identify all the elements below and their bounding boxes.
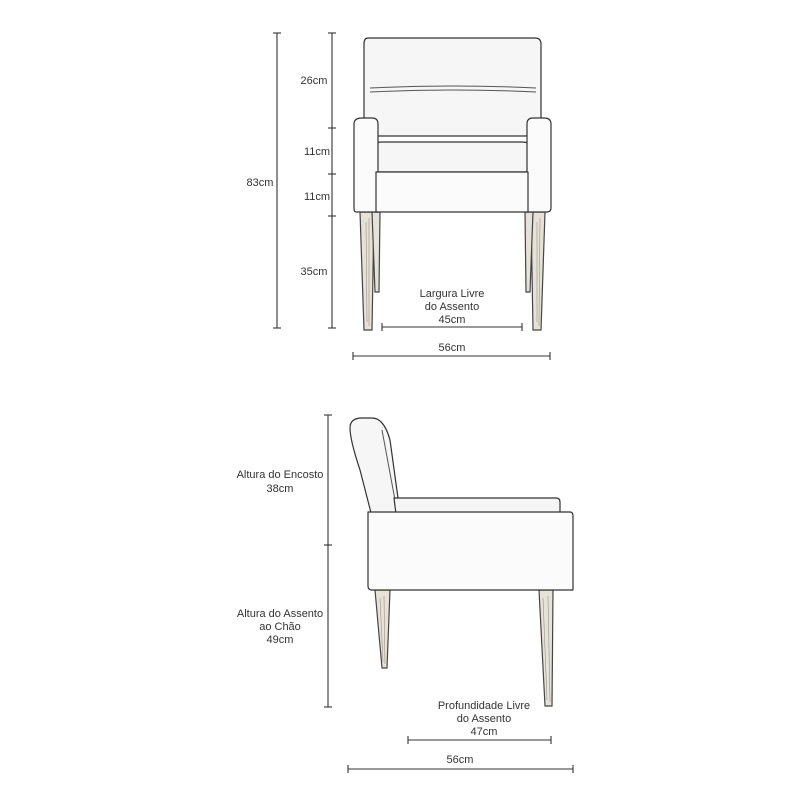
side-total-depth-label: 56cm [446,754,474,766]
seat-depth-value: 47cm [470,726,498,738]
front-seat-cushion [374,142,531,172]
seat-width-value: 45cm [438,314,466,326]
seat-depth-label-line1: Profundidade Livre [437,700,531,712]
front-backrest-height-label: 26cm [300,75,328,87]
front-view [354,38,551,330]
seat-width-label-line2: do Assento [424,301,480,313]
side-front-leg [539,590,553,706]
seat-depth-label-line2: do Assento [456,713,512,725]
backrest-height-label: Altura do Encosto [236,469,324,481]
seat-height-label-line1: Altura do Assento [236,608,324,620]
front-arm-upper-label: 11cm [303,146,331,158]
front-leg-height-label: 35cm [300,266,328,278]
seat-height-value: 49cm [266,634,294,646]
side-view [350,418,573,706]
front-arm-lower-label: 11cm [303,191,331,203]
backrest-height-value: 38cm [266,483,294,495]
side-body [368,512,573,590]
front-total-width-label: 56cm [438,342,466,354]
front-total-height-label: 83cm [246,177,274,189]
seat-height-label-line2: ao Chão [259,621,301,633]
front-right-arm [527,118,551,212]
front-right-leg [531,212,545,330]
seat-width-label-line1: Largura Livre [419,288,485,300]
front-seat-base [376,172,528,212]
front-left-arm [354,118,378,212]
